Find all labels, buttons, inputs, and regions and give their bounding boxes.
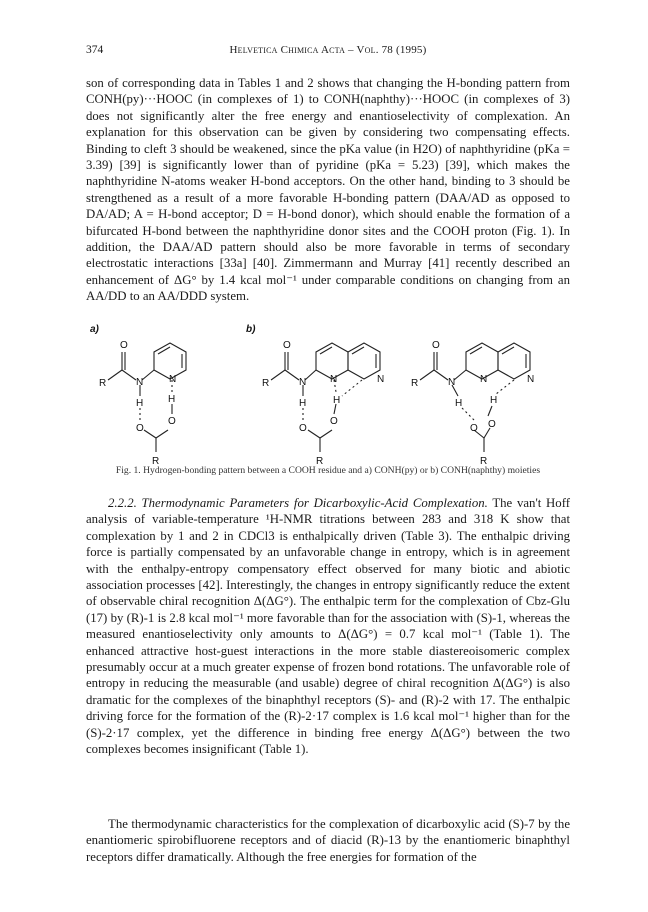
atom-label: H	[136, 398, 144, 409]
atom-label: R	[152, 456, 160, 467]
atom-label: N	[330, 374, 338, 385]
atom-label: R	[99, 378, 107, 389]
atom-label: O	[330, 416, 338, 427]
atom-label: R	[262, 378, 270, 389]
paragraph-sentence: son of corresponding data in Tables 1 and 2 shows that changing the H-bonding pattern from CONH(py)···HOOC (in complexes of 1) to CONH(naphthy)···HOOC (in complexes of 3) does not significantly alter the free energy and enantioselectivity of complexation.	[86, 76, 570, 123]
page-number: 374	[86, 44, 104, 56]
atom-label: O	[299, 423, 307, 434]
atom-label: O	[120, 340, 128, 351]
atom-label: O	[470, 423, 478, 434]
atom-label: N	[299, 377, 307, 388]
paragraph-sentence: The thermodynamic characteristics for the complexation of dicarboxylic acid (S)-7 by the enantiomeric spirobifluorene receptors and of diacid (R)-13 by the enantiomeric binaphthyl receptors differ dramatically. Although the free energies for formation of the	[86, 817, 570, 864]
atom-label: O	[432, 340, 440, 351]
body-paragraph-1	[86, 75, 570, 305]
paragraph-sentence: The enhanced attractive host-guest interactions in the more stable diastereoisomeric complex presumably occur at a much greater expense of frozen bond rotations. The unfavorable role of entropy in reducing the measurable (and usable) degree of chiral recognition Δ(ΔG°) is also dramatic for the complexes of the binaphthyl receptors (S)- and (R)-2 with 17.	[86, 627, 570, 707]
figure-1	[86, 318, 570, 468]
paragraph-sentence: In addition, the DAA/AD pattern should also be more favorable in terms of secondary electrostatic interactions [33a] [40]. Zimmermann and Murray [41] recently described an enhancement of ΔG° by 1.4 kcal mol⁻¹ under comparable conditions on changing from an AA/DD to an AA/DDD system.	[86, 223, 570, 304]
atom-label: N	[480, 374, 488, 385]
atom-label: O	[168, 416, 176, 427]
atom-label: O	[488, 419, 496, 430]
atom-label: N	[448, 377, 456, 388]
atom-label: N	[377, 374, 385, 385]
atom-label: O	[136, 423, 144, 434]
atom-label: H	[333, 395, 341, 406]
paragraph-sentence: An explanation for this observation can be given by considering two compensating effects. Binding to cleft 3 should be weakened, since the pKa value (in H2O) of naphthyridine (pKa = 3.39) [39] is significantly lower than of pyridine (pKa = 5.23) [39], which makes the naphthyridine N-atoms weaker H-bond acceptors.	[86, 108, 570, 189]
running-head: Helvetica Chimica Acta – Vol. 78 (1995)	[229, 44, 427, 56]
atom-label: R	[411, 378, 419, 389]
atom-label: R	[316, 456, 324, 467]
paragraph-sentence: Interestingly, the changes in entropy significantly reduce the extent of observable chiral recognition Δ(ΔG°). The enthalpic term for the complexation of Cbz-Glu (17) by (R)-1 is 2.8 kcal mol⁻¹ more favorable than for the association with (S)-1, whereas the measured enantioselectivity only amounts to Δ(ΔG°) = 0.7 kcal mol⁻¹ (Table 1).	[86, 578, 570, 642]
body-paragraph-3	[86, 816, 570, 865]
panel-b-label: b)	[246, 324, 256, 335]
atom-label: O	[283, 340, 291, 351]
section-heading: 2.2.2. Thermodynamic Parameters for Dicarboxylic-Acid Complexation.	[108, 496, 488, 510]
paragraph-sentence: The van't Hoff analysis of variable-temperature ¹H-NMR titrations between 283 and 318 K show that complexation by 1 and 2 in CDCl3 is enthalpically driven (Table 3).	[86, 496, 570, 543]
paragraph-sentence: The enthalpic driving force for the formation of the (R)-2·17 complex is 1.6 kcal mol⁻¹ higher than for the (S)-2·17 complex, yet the difference in binding free energy Δ(ΔG°) between the two complexes becomes insignificant (Table 1).	[86, 692, 571, 757]
hydrogen-bonding-diagram	[86, 318, 570, 468]
figure-caption: Fig. 1. Hydrogen-bonding pattern between a COOH residue and a) CONH(py) or b) CONH(naphthy) moieties	[115, 465, 541, 476]
body-paragraph-2	[86, 495, 570, 758]
atom-label: N	[169, 374, 177, 385]
atom-label: H	[455, 398, 463, 409]
panel-a-label: a)	[90, 324, 99, 335]
atom-label: H	[299, 398, 307, 409]
atom-label: N	[136, 377, 144, 388]
atom-label: N	[527, 374, 535, 385]
atom-label: H	[168, 394, 176, 405]
paragraph-sentence: The enthalpic driving force is partially compensated by an unfavorable change in entropy, which is in agreement with the enthalpy-entropy compensatory effect observed for many biotic and abiotic association processes [42].	[86, 528, 570, 593]
atom-label: R	[480, 456, 488, 467]
atom-label: H	[490, 395, 498, 406]
page-header	[86, 44, 570, 60]
paragraph-sentence: On the other hand, binding to 3 should be strengthened as a result of a more favorable H-bonding pattern (DAA/AD as opposed to DA/AD; A = H-bond acceptor; D = H-bond donor), which should enable the formation of a bifurcated H-bond between the naphthyridine donor sites and the COOH proton (Fig. 1).	[86, 174, 570, 238]
